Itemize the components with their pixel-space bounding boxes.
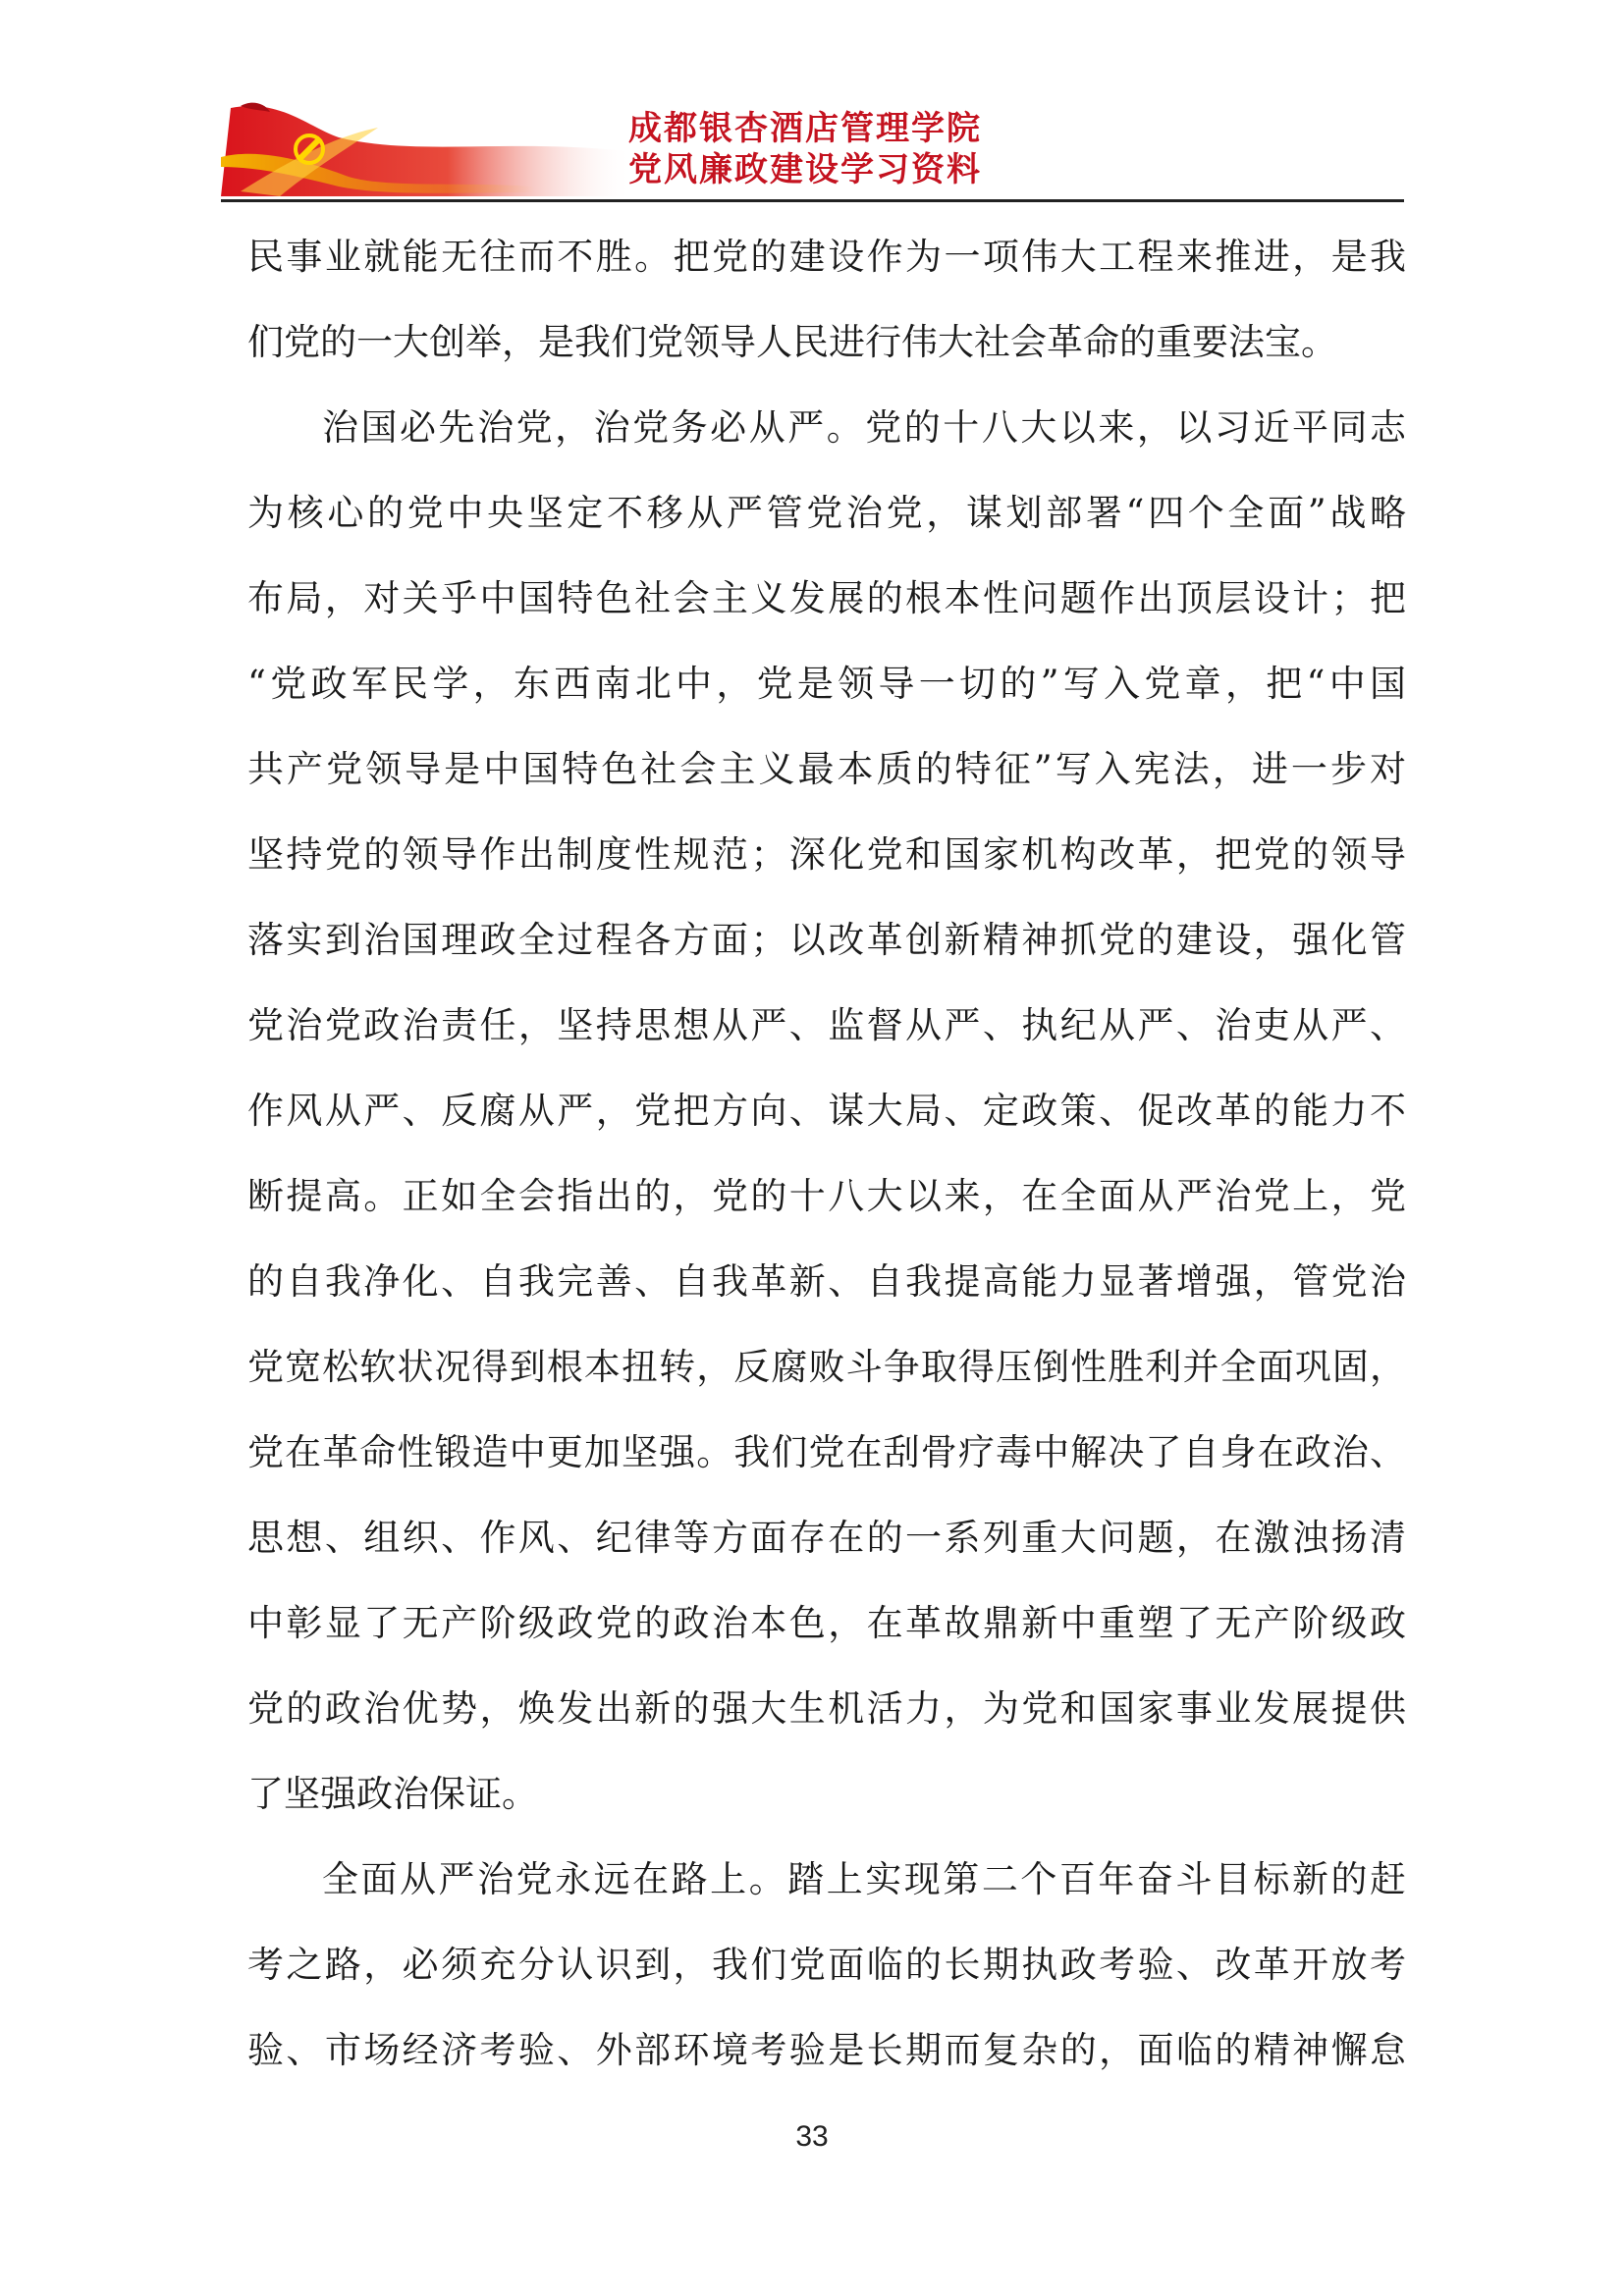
text-line: 思想、组织、作风、纪律等方面存在的一系列重大问题，在激浊扬清 [247, 1517, 1406, 1559]
text-line: 们党的一大创举，是我们党领导人民进行伟大社会革命的重要法宝。 [247, 321, 1337, 363]
text-line: 中彰显了无产阶级政党的政治本色，在革故鼎新中重塑了无产阶级政 [247, 1602, 1406, 1644]
text-line: 党治党政治责任，坚持思想从严、监督从严、执纪从严、治吏从严、 [247, 1004, 1406, 1046]
text-line: 作风从严、反腐从严，党把方向、谋大局、定政策、促改革的能力不 [247, 1090, 1406, 1132]
text-line: 断提高。正如全会指出的，党的十八大以来，在全面从严治党上，党 [247, 1175, 1406, 1217]
text-line: 落实到治国理政全过程各方面；以改革创新精神抓党的建设，强化管 [247, 919, 1406, 961]
page-number: 33 [795, 2120, 829, 2153]
party-emblem-ribbon-icon [221, 98, 633, 196]
page-header [221, 98, 1404, 206]
text-line: 为核心的党中央坚定不移从严管党治党，谋划部署“四个全面”战略 [247, 492, 1406, 534]
text-line: 党的政治优势，焕发出新的强大生机活力，为党和国家事业发展提供 [247, 1687, 1406, 1730]
text-line: 坚持党的领导作出制度性规范；深化党和国家机构改革，把党的领导 [247, 833, 1406, 876]
text-line: 党在革命性锻造中更加坚强。我们党在刮骨疗毒中解决了自身在政治、 [247, 1431, 1406, 1473]
header-divider [221, 199, 1404, 202]
text-line: 治国必先治党，治党务必从严。党的十八大以来，以习近平同志 [322, 406, 1406, 449]
text-line: 全面从严治党永远在路上。踏上实现第二个百年奋斗目标新的赶 [322, 1858, 1406, 1900]
text-line: 了坚强政治保证。 [247, 1773, 538, 1815]
text-line: 的自我净化、自我完善、自我革新、自我提高能力显著增强，管党治 [247, 1260, 1406, 1303]
text-line: 共产党领导是中国特色社会主义最本质的特征”写入宪法，进一步对 [247, 748, 1406, 790]
header-title-line1: 成都银杏酒店管理学院 [628, 109, 982, 148]
header-title [628, 108, 982, 190]
text-line: 考之路，必须充分认识到，我们党面临的长期执政考验、改革开放考 [247, 1944, 1406, 1986]
text-line: 党宽松软状况得到根本扭转，反腐败斗争取得压倒性胜利并全面巩固， [247, 1346, 1406, 1388]
body-text [247, 214, 1406, 2093]
text-line: “党政军民学，东西南北中，党是领导一切的”写入党章，把“中国 [247, 663, 1406, 705]
header-title-line2: 党风廉政建设学习资料 [628, 150, 982, 189]
text-line: 民事业就能无往而不胜。把党的建设作为一项伟大工程来推进，是我 [247, 236, 1406, 278]
text-line: 验、市场经济考验、外部环境考验是长期而复杂的，面临的精神懈怠 [247, 2029, 1406, 2071]
text-line: 布局，对关乎中国特色社会主义发展的根本性问题作出顶层设计；把 [247, 577, 1406, 619]
